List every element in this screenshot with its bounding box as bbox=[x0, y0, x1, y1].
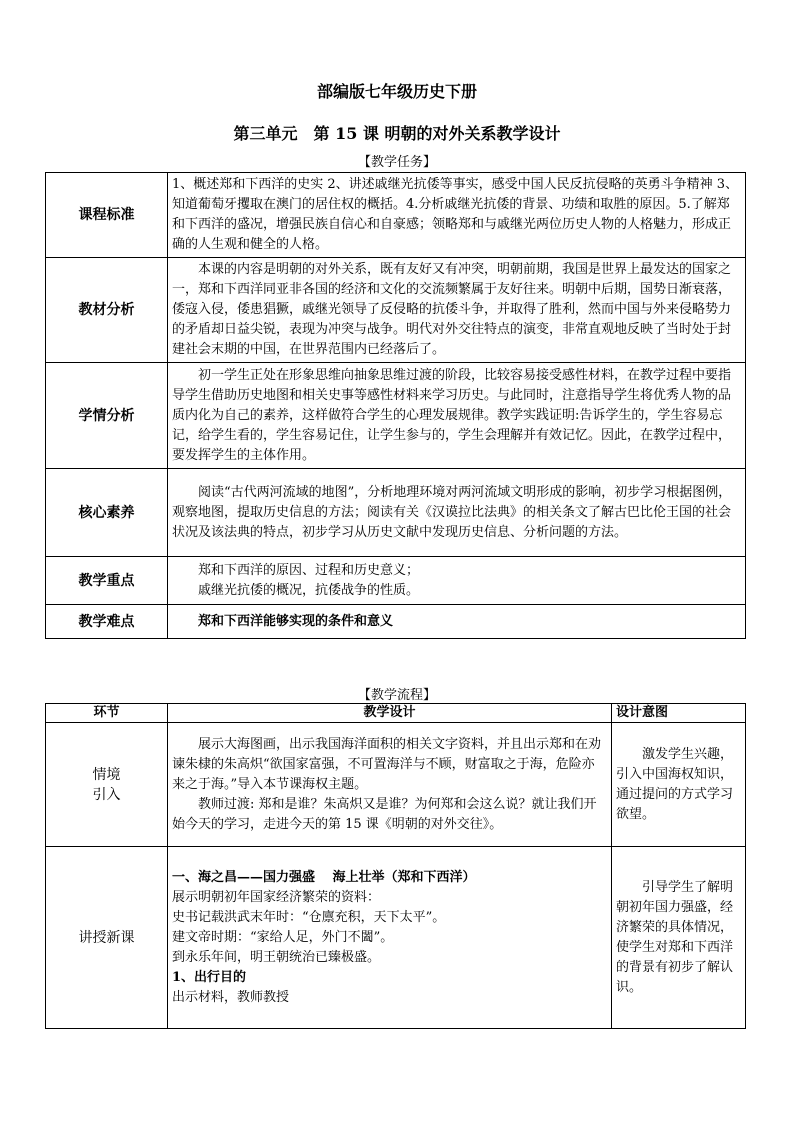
row-content: 本课的内容是明朝的对外关系，既有友好又有冲突，明朝前期，我国是世界上最发达的国家之一，郑和下西洋同亚非各国的经济和文化的交流频繁属于友好往来。明朝中后期，国势日渐衰落，倭寇入侵，倭患猖獗，戚继光领导了反侵略的抗倭斗争，并取得了胜利，然而中国与外来侵略势力的矛盾却日益尖锐，表现为冲突与战争。明代对外交往特点的演变，非常直观地反映了当时处于封建社会末期的中国，在世界范围内已经落后了。 bbox=[168, 258, 746, 363]
row-content bbox=[168, 557, 746, 605]
row-label: 学情分析 bbox=[46, 363, 168, 469]
design-line: 史书记载洪武末年时：“仓廪充积，天下太平”。 bbox=[172, 909, 446, 925]
flow-section-heading: 【教学流程】 bbox=[357, 688, 436, 703]
table-row bbox=[46, 173, 746, 258]
row-label: 核心素养 bbox=[46, 469, 168, 557]
table-header-row bbox=[46, 704, 746, 723]
row-label: 教学难点 bbox=[46, 605, 168, 639]
key-point-line: 郑和下西洋的原因、过程和历史意义； bbox=[198, 562, 420, 578]
design-line: 到永乐年间，明王朝统治已臻极盛。 bbox=[172, 949, 381, 965]
row-content: 初一学生正处在形象思维向抽象思维过渡的阶段，比较容易接受感性材料，在教学过程中要指导学生借助历史地图和相关史事等感性材料来学习历史。与此同时，注意指导学生将优秀人物的品质内化为自己的素养，这样做符合学生的心理发展规律。教学实践证明:告诉学生的，学生容易忘记，给学生看的，学生容易记住，让学生参与的，学生会理解并有效记忆。因此，在教学过程中，要发挥学生的主体作用。 bbox=[168, 363, 746, 469]
row-content: 郑和下西洋能够实现的条件和意义 bbox=[168, 605, 746, 639]
table-row bbox=[46, 605, 746, 639]
design-content bbox=[168, 723, 612, 847]
table-row bbox=[46, 363, 746, 469]
design-content bbox=[168, 847, 612, 1029]
task-table bbox=[45, 172, 746, 639]
stage-label-line: 情境 bbox=[92, 766, 121, 783]
flow-table bbox=[45, 703, 746, 1029]
design-line: 出示材料，教师教授 bbox=[172, 989, 290, 1005]
stage-label: 讲授新课 bbox=[46, 847, 168, 1029]
column-header: 环节 bbox=[46, 704, 168, 723]
row-content: 1、概述郑和下西洋的史实 2、讲述戚继光抗倭等事实，感受中国人民反抗侵略的英勇斗争精神 3、知道葡萄牙攫取在澳门的居住权的概括。4.分析戚继光抗倭的背景、功绩和取胜的原因。5.了解郑和下西洋的盛况，增强民族自信心和自豪感；领略郑和与戚继光两位历史人物的人格魅力，形成正确的人生观和健全的人格。 bbox=[168, 173, 746, 258]
document-subtitle: 第三单元 第 15 课 明朝的对外关系教学设计 bbox=[233, 124, 561, 143]
intent-content: 激发学生兴趣，引入中国海权知识，通过提问的方式学习欲望。 bbox=[612, 723, 746, 847]
document-title: 部编版七年级历史下册 bbox=[316, 82, 477, 101]
column-header: 教学设计 bbox=[168, 704, 612, 723]
table-row bbox=[46, 469, 746, 557]
row-label: 课程标准 bbox=[46, 173, 168, 258]
stage-label bbox=[46, 723, 168, 847]
table-row bbox=[46, 723, 746, 847]
design-line: 展示明朝初年国家经济繁荣的资料： bbox=[172, 889, 381, 905]
row-label: 教材分析 bbox=[46, 258, 168, 363]
task-section-heading: 【教学任务】 bbox=[357, 155, 436, 170]
stage-label-line: 引入 bbox=[92, 786, 121, 803]
intent-content: 引导学生了解明朝初年国力强盛，经济繁荣的具体情况，使学生对郑和下西洋的背景有初步了解认识。 bbox=[612, 847, 746, 1029]
column-header: 设计意图 bbox=[612, 704, 746, 723]
row-label: 教学重点 bbox=[46, 557, 168, 605]
design-heading: 一、海之昌——国力强盛 海上壮举（郑和下西洋） bbox=[172, 869, 476, 885]
table-row bbox=[46, 258, 746, 363]
design-subheading: 1、出行目的 bbox=[172, 969, 247, 985]
table-row bbox=[46, 847, 746, 1029]
row-content: 阅读“古代两河流域的地图”，分析地理环境对两河流域文明形成的影响，初步学习根据图例，观察地图，提取历史信息的方法；阅读有关《汉谟拉比法典》的相关条文了解古巴比伦王国的社会状况及该法典的特点，初步学习从历史文献中发现历史信息、分析问题的方法。 bbox=[168, 469, 746, 557]
design-line: 建文帝时期：“家给人足，外门不闔”。 bbox=[172, 929, 394, 945]
design-paragraph: 教师过渡: 郑和是谁？朱高炽又是谁？为何郑和会这么说？就让我们开始今天的学习，走进今天的第 15 课《明朝的对外交往》。 bbox=[172, 796, 597, 832]
table-row bbox=[46, 557, 746, 605]
key-point-line: 戚继光抗倭的概况，抗倭战争的性质。 bbox=[198, 582, 420, 598]
design-paragraph: 展示大海图画，出示我国海洋面积的相关文字资料，并且出示郑和在劝谏朱棣的朱高炽“欲国家富强，不可置海洋与不顾，财富取之于海，危险亦来之于海。”导入本节课海权主题。 bbox=[172, 736, 602, 792]
